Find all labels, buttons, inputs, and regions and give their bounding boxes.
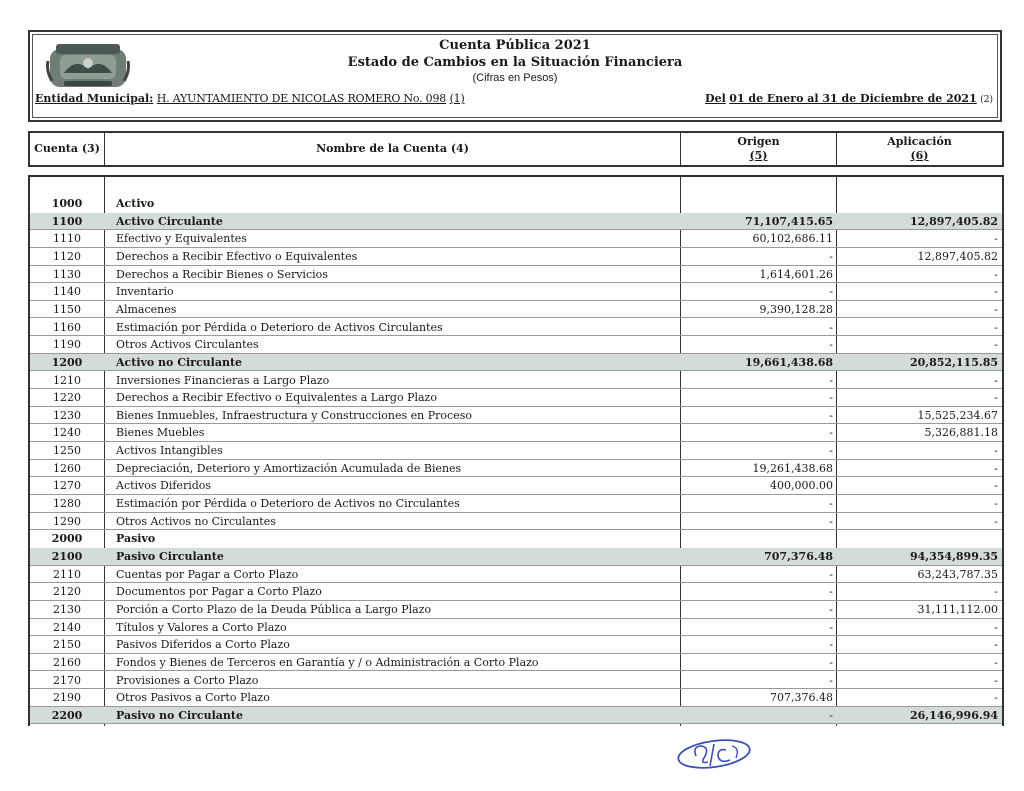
row-account-code: 2140 xyxy=(53,620,81,634)
row-origin-value: - xyxy=(829,373,833,387)
table-row xyxy=(30,319,1002,337)
entity-line xyxy=(35,92,465,105)
row-account-name: Documentos por Pagar a Corto Plazo xyxy=(116,585,322,599)
row-application-value: - xyxy=(994,267,998,281)
row-account-code: 2100 xyxy=(51,550,83,563)
row-account-name: Pasivo no Circulante xyxy=(116,708,244,722)
row-origin-value: 707,376.48 xyxy=(764,550,833,563)
row-account-name: Provisiones a Corto Plazo xyxy=(116,673,259,687)
row-application-value: 12,897,405.82 xyxy=(917,249,998,263)
row-account-name: Activos Intangibles xyxy=(116,444,223,458)
row-account-code: 1150 xyxy=(53,302,81,316)
row-account-code: 1260 xyxy=(53,461,81,475)
table-row xyxy=(30,477,1002,495)
row-application-value: 63,243,787.35 xyxy=(917,567,998,581)
table-row xyxy=(30,636,1002,654)
signature-icon xyxy=(674,736,756,772)
row-account-name: Pasivo Circulante xyxy=(116,550,224,563)
report-header xyxy=(28,30,1002,122)
period-value: 01 de Enero al 31 de Diciembre de 2021 xyxy=(729,92,977,105)
row-account-code: 1250 xyxy=(53,444,81,458)
row-application-value: - xyxy=(994,585,998,599)
report-note: (Cifras en Pesos) xyxy=(472,72,558,84)
row-account-code: 1240 xyxy=(53,426,81,440)
col-origen-label: Origen xyxy=(737,135,780,148)
row-account-name: Estimación por Pérdida o Deterioro de Activos Circulantes xyxy=(116,320,443,334)
row-account-name: Porción a Corto Plazo de la Deuda Pública a Largo Plazo xyxy=(116,602,432,616)
row-origin-value: 19,661,438.68 xyxy=(744,355,833,369)
table-row xyxy=(30,372,1002,390)
row-application-value: - xyxy=(994,391,998,405)
row-origin-value: 71,107,415.65 xyxy=(744,214,833,228)
entity-ref: (1) xyxy=(449,92,465,105)
row-account-code: 2150 xyxy=(53,638,81,652)
row-origin-value: - xyxy=(829,320,833,334)
row-account-code: 1140 xyxy=(53,285,81,299)
row-account-name: Otros Pasivos a Corto Plazo xyxy=(116,691,270,705)
row-origin-value: - xyxy=(829,408,833,422)
row-application-value: - xyxy=(994,673,998,687)
col-aplicacion-label: Aplicación xyxy=(887,135,952,148)
report-title: Cuenta Pública 2021 xyxy=(439,38,591,53)
row-account-name: Depreciación, Deterioro y Amortización Acumulada de Bienes xyxy=(116,461,462,475)
row-application-value: 12,897,405.82 xyxy=(909,214,998,228)
row-account-code: 1100 xyxy=(51,214,83,228)
row-account-code: 2120 xyxy=(53,585,81,599)
row-application-value: - xyxy=(994,638,998,652)
row-application-value: - xyxy=(994,514,998,528)
row-account-name: Bienes Muebles xyxy=(116,426,205,440)
header-inner-frame xyxy=(32,34,998,118)
row-origin-value: - xyxy=(829,567,833,581)
row-account-name: Derechos a Recibir Bienes o Servicios xyxy=(116,267,328,281)
col-aplicacion xyxy=(837,133,1002,165)
row-application-value: - xyxy=(994,461,998,475)
row-account-code: 1190 xyxy=(53,338,81,352)
row-origin-value: 1,614,601.26 xyxy=(759,267,833,281)
table-row xyxy=(30,583,1002,601)
row-origin-value: 19,261,438.68 xyxy=(752,461,833,475)
row-origin-value: - xyxy=(829,444,833,458)
row-application-value: 31,111,112.00 xyxy=(917,602,998,616)
row-account-code: 1280 xyxy=(53,497,81,511)
row-account-name: Pasivo xyxy=(116,532,156,546)
row-origin-value: - xyxy=(829,708,833,722)
row-application-value: - xyxy=(994,338,998,352)
row-origin-value: 400,000.00 xyxy=(770,479,833,493)
table-row xyxy=(30,530,1002,548)
row-origin-value: - xyxy=(829,655,833,669)
table-row xyxy=(30,336,1002,354)
table-row xyxy=(30,707,1002,725)
row-account-name: Pasivos Diferidos a Corto Plazo xyxy=(116,638,290,652)
row-origin-value: - xyxy=(829,620,833,634)
col-nombre: Nombre de la Cuenta (4) xyxy=(316,142,469,155)
row-origin-value: 60,102,686.11 xyxy=(752,232,833,246)
row-application-value: 15,525,234.67 xyxy=(917,408,998,422)
row-account-name: Bienes Inmuebles, Infraestructura y Construcciones en Proceso xyxy=(116,408,472,422)
row-application-value: - xyxy=(994,373,998,387)
row-origin-value: - xyxy=(829,338,833,352)
table-row xyxy=(30,513,1002,531)
row-account-name: Activo xyxy=(116,197,155,210)
table-row xyxy=(30,266,1002,284)
row-account-code: 1000 xyxy=(51,197,83,210)
row-account-code: 2130 xyxy=(53,602,81,616)
table-row xyxy=(30,283,1002,301)
row-account-code: 2160 xyxy=(53,655,81,669)
col-origen xyxy=(681,133,836,165)
row-origin-value: 9,390,128.28 xyxy=(759,302,833,316)
report-subtitle: Estado de Cambios en la Situación Financiera xyxy=(347,55,683,70)
row-application-value: - xyxy=(994,320,998,334)
row-application-value: 20,852,115.85 xyxy=(909,355,998,369)
table-row xyxy=(30,442,1002,460)
row-account-code: 1160 xyxy=(53,320,81,334)
table-row xyxy=(30,619,1002,637)
table-row xyxy=(30,248,1002,266)
entity-value: H. AYUNTAMIENTO DE NICOLAS ROMERO No. 098 xyxy=(156,92,447,105)
row-account-code: 2170 xyxy=(53,673,81,687)
row-account-code: 2110 xyxy=(53,567,81,581)
row-account-name: Fondos y Bienes de Terceros en Garantía y / o Administración a Corto Plazo xyxy=(116,655,539,669)
row-application-value: - xyxy=(994,232,998,246)
table-row xyxy=(30,672,1002,690)
row-origin-value: - xyxy=(829,285,833,299)
row-application-value: - xyxy=(994,302,998,316)
row-account-name: Derechos a Recibir Efectivo o Equivalentes xyxy=(116,249,358,263)
period-line xyxy=(705,92,993,105)
row-origin-value: - xyxy=(829,249,833,263)
table-row xyxy=(30,566,1002,584)
row-account-code: 1210 xyxy=(53,373,81,387)
row-account-name: Inventario xyxy=(116,285,174,299)
row-account-name: Títulos y Valores a Corto Plazo xyxy=(116,620,287,634)
table-row xyxy=(30,354,1002,372)
row-account-code: 2190 xyxy=(53,691,81,705)
row-application-value: 94,354,899.35 xyxy=(909,550,998,563)
row-application-value: - xyxy=(994,444,998,458)
table-row xyxy=(30,601,1002,619)
row-origin-value: - xyxy=(829,426,833,440)
row-application-value: - xyxy=(994,691,998,705)
row-account-code: 2200 xyxy=(51,708,83,722)
row-origin-value: - xyxy=(829,391,833,405)
row-account-name: Cuentas por Pagar a Corto Plazo xyxy=(116,567,299,581)
row-account-name: Activo Circulante xyxy=(116,214,223,228)
row-account-name: Otros Activos no Circulantes xyxy=(116,514,276,528)
row-account-name: Efectivo y Equivalentes xyxy=(116,232,247,246)
row-origin-value: - xyxy=(829,514,833,528)
row-account-name: Inversiones Financieras a Largo Plazo xyxy=(116,373,330,387)
row-account-name: Otros Activos Circulantes xyxy=(116,338,259,352)
table-row xyxy=(30,407,1002,425)
col-cuenta: Cuenta (3) xyxy=(34,142,100,155)
row-account-code: 2000 xyxy=(51,532,83,546)
row-account-code: 1110 xyxy=(53,232,81,246)
row-application-value: - xyxy=(994,655,998,669)
table-row xyxy=(30,213,1002,231)
row-account-name: Almacenes xyxy=(116,302,177,316)
row-origin-value: - xyxy=(829,497,833,511)
row-account-code: 1270 xyxy=(53,479,81,493)
row-account-code: 1130 xyxy=(53,267,81,281)
row-account-code: 1290 xyxy=(53,514,81,528)
row-application-value: - xyxy=(994,497,998,511)
row-account-code: 1120 xyxy=(53,249,81,263)
period-ref: (2) xyxy=(980,95,993,105)
row-account-code: 1200 xyxy=(51,355,83,369)
col-origen-ref: (5) xyxy=(749,149,768,162)
row-account-name: Derechos a Recibir Efectivo o Equivalentes a Largo Plazo xyxy=(116,391,437,405)
row-origin-value: 707,376.48 xyxy=(770,691,833,705)
row-origin-value: - xyxy=(829,673,833,687)
table-row xyxy=(30,424,1002,442)
entity-label: Entidad Municipal: xyxy=(35,92,154,105)
table-row xyxy=(30,389,1002,407)
row-application-value: 5,326,881.18 xyxy=(924,426,998,440)
row-application-value: - xyxy=(994,479,998,493)
row-application-value: - xyxy=(994,285,998,299)
period-prefix: Del xyxy=(705,92,726,105)
col-aplicacion-ref: (6) xyxy=(910,149,929,162)
row-account-code: 1220 xyxy=(53,391,81,405)
row-account-name: Activo no Circulante xyxy=(116,355,243,369)
table-row xyxy=(30,230,1002,248)
table-row xyxy=(30,195,1002,213)
row-origin-value: - xyxy=(829,602,833,616)
row-account-name: Estimación por Pérdida o Deterioro de Activos no Circulantes xyxy=(116,497,460,511)
row-account-name: Activos Diferidos xyxy=(116,479,212,493)
row-origin-value: - xyxy=(829,585,833,599)
table-row xyxy=(30,689,1002,707)
table-row xyxy=(30,301,1002,319)
table-row xyxy=(30,654,1002,672)
column-header xyxy=(28,131,1004,167)
row-account-code: 1230 xyxy=(53,408,81,422)
table-row xyxy=(30,495,1002,513)
row-application-value: - xyxy=(994,620,998,634)
table-row xyxy=(30,548,1002,566)
table-row xyxy=(30,460,1002,478)
row-application-value: 26,146,996.94 xyxy=(909,708,998,722)
row-origin-value: - xyxy=(829,638,833,652)
